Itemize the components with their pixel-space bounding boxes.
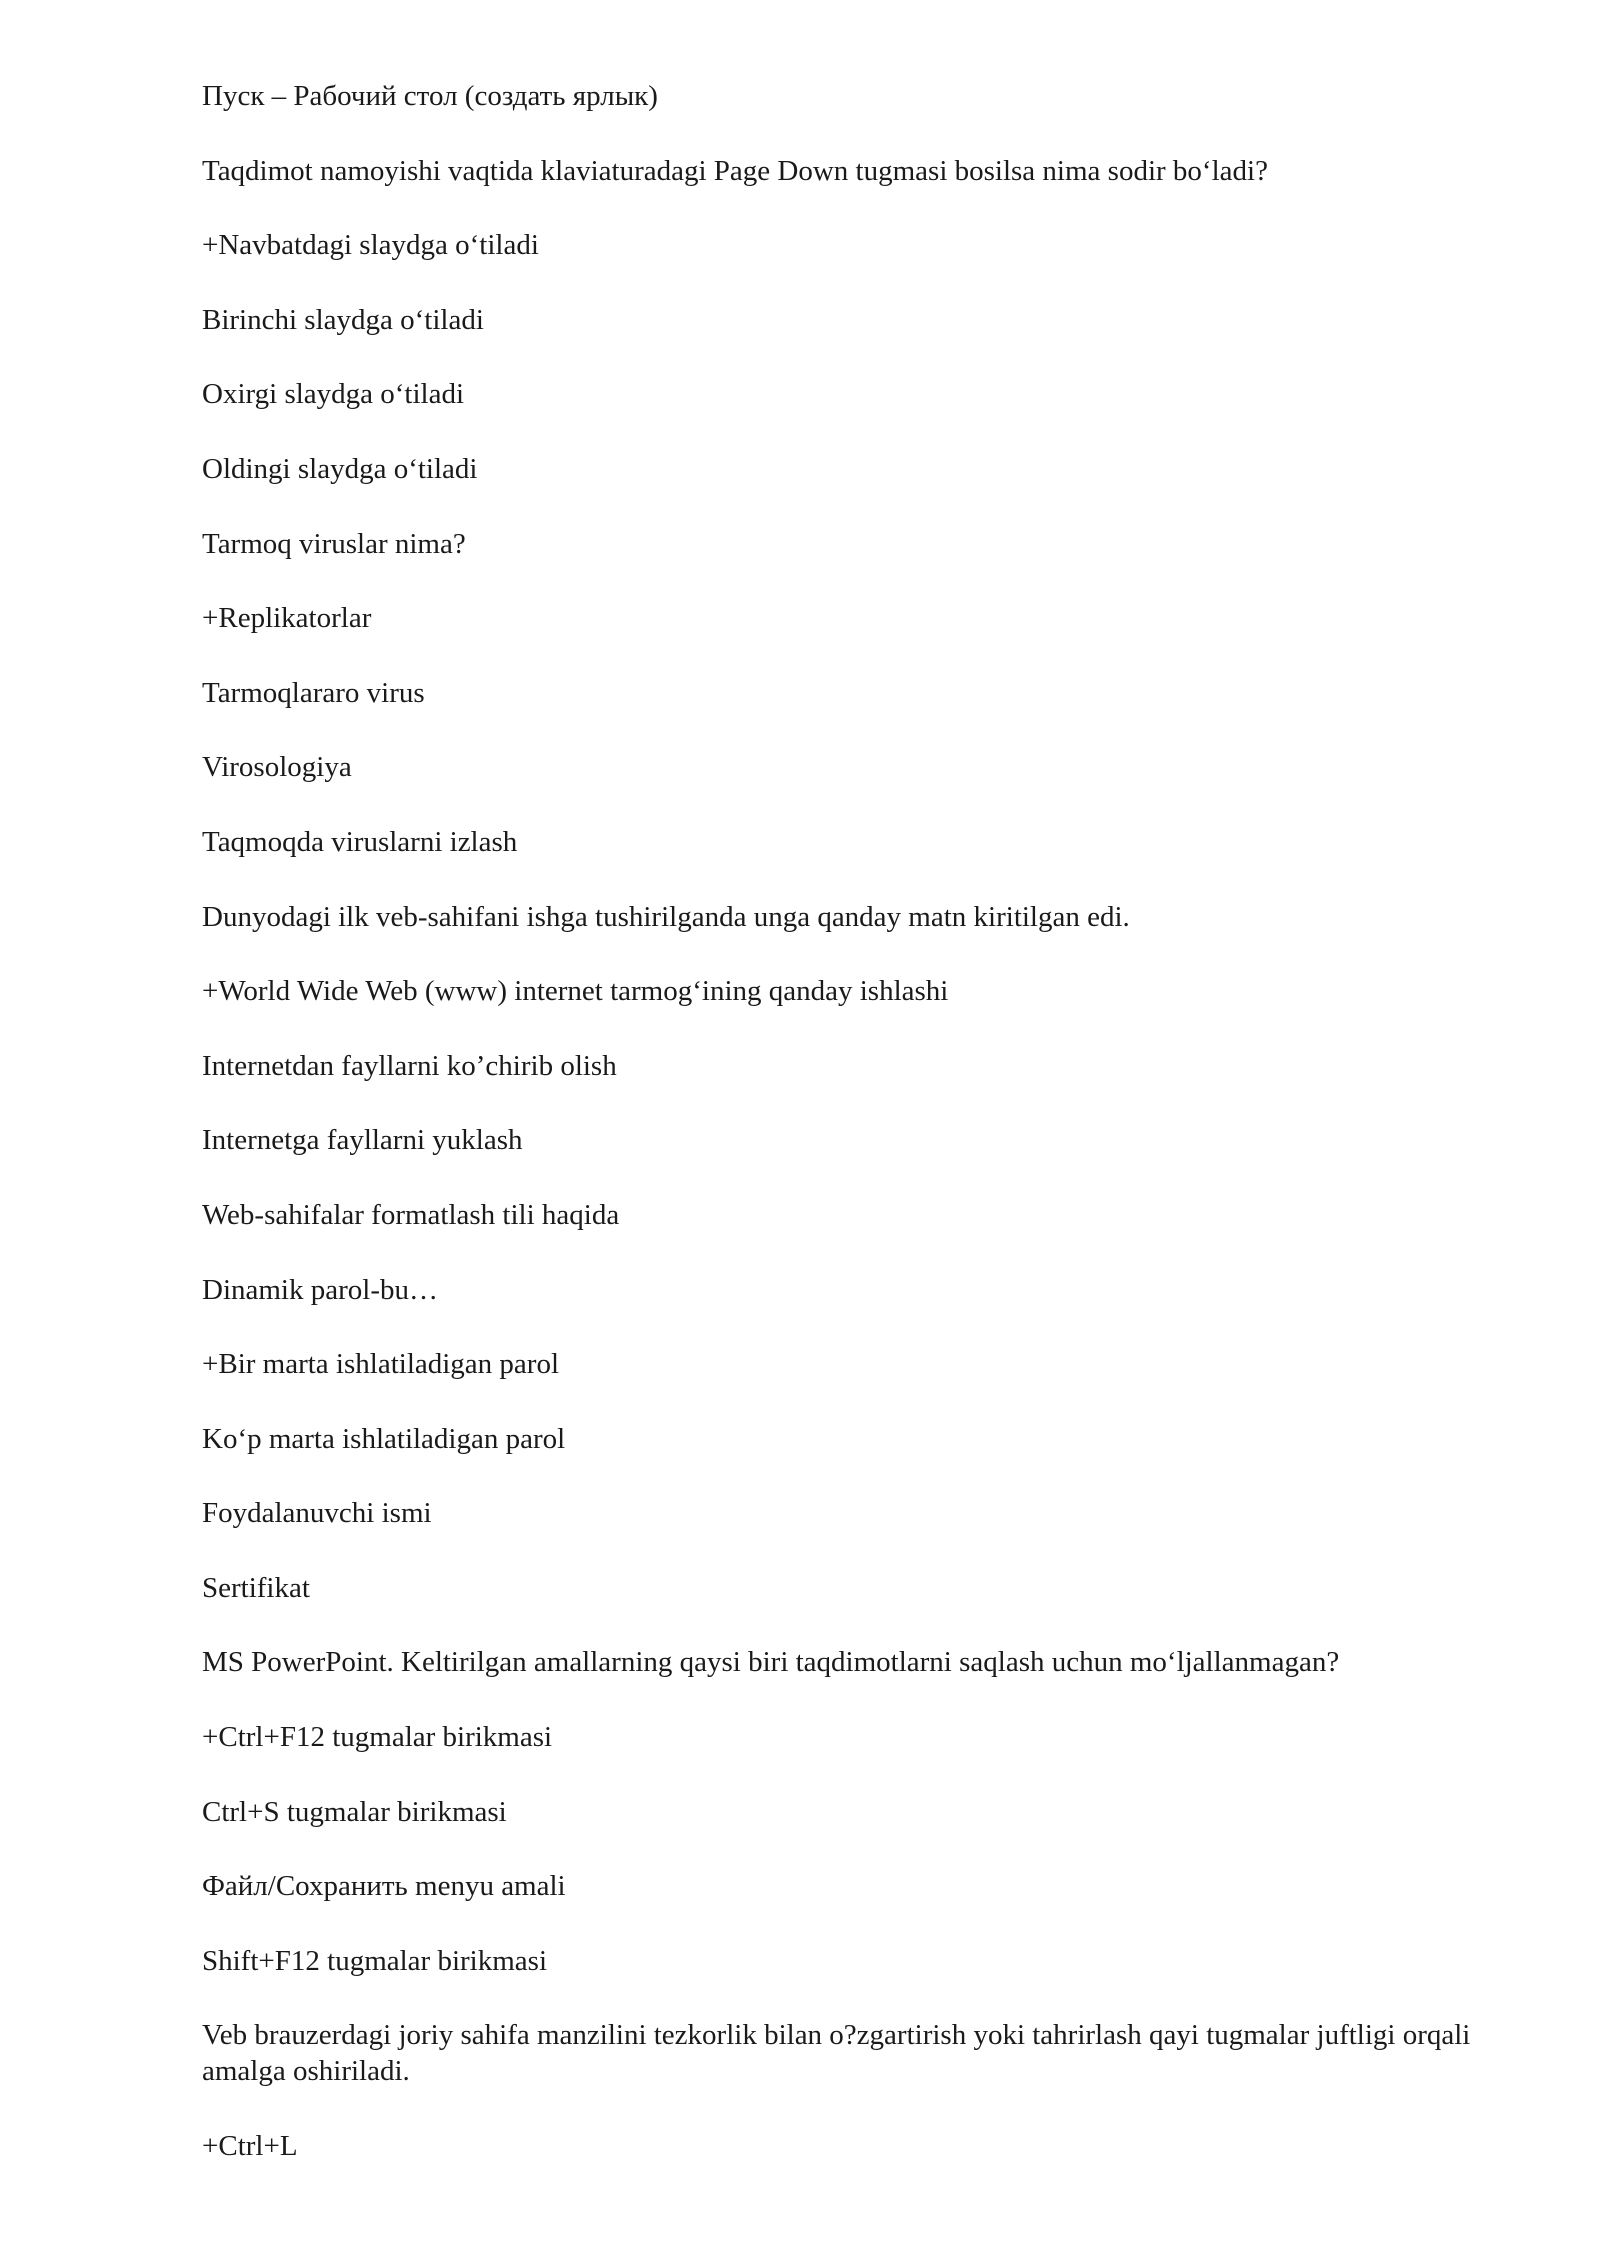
answer-option: Oxirgi slaydga oʻtiladi — [202, 378, 465, 411]
question-text: Dunyodagi ilk veb-sahifani ishga tushirilganda unga qanday matn kiritilgan edi. — [202, 900, 1130, 933]
text-line: Пуск – Рабочий стол (создать ярлык) — [202, 80, 658, 112]
answer-option: Koʻp marta ishlatiladigan parol — [202, 1422, 566, 1455]
answer-option: Shift+F12 tugmalar birikmasi — [202, 1944, 547, 1977]
answer-option: Web-sahifalar formatlash tili haqida — [202, 1198, 620, 1231]
answer-option: Oldingi slaydga oʻtiladi — [202, 452, 478, 485]
answer-option: Internetga fayllarni yuklash — [202, 1124, 523, 1157]
correct-answer: +Replikatorlar — [202, 602, 372, 635]
correct-answer: +World Wide Web (www) internet tarmogʻining qanday ishlashi — [202, 975, 949, 1008]
answer-option: Taqmoqda viruslarni izlash — [202, 825, 518, 858]
answer-option: Birinchi slaydga oʻtiladi — [202, 303, 484, 336]
correct-answer: +Bir marta ishlatiladigan parol — [202, 1348, 560, 1381]
answer-option: Virosologiya — [202, 751, 352, 784]
answer-option: Ctrl+S tugmalar birikmasi — [202, 1795, 507, 1828]
answer-option: Internetdan fayllarni ko’chirib olish — [202, 1049, 617, 1082]
answer-option: Файл/Сохранить menyu amali — [202, 1870, 566, 1903]
document-body — [202, 78, 1542, 2203]
answer-option: Tarmoqlararo virus — [202, 676, 425, 709]
question-text: Taqdimot namoyishi vaqtida klaviaturadagi Page Down tugmasi bosilsa nima sodir boʻladi? — [202, 154, 1268, 187]
answer-option: Sertifikat — [202, 1571, 310, 1604]
question-text: MS PowerPoint. Keltirilgan amallarning qaysi biri taqdimotlarni saqlash uchun moʻljallanmagan? — [202, 1646, 1340, 1679]
correct-answer: +Navbatdagi slaydga oʻtiladi — [202, 229, 539, 262]
correct-answer: +Ctrl+F12 tugmalar birikmasi — [202, 1721, 553, 1754]
question-text: Dinamik parol-bu… — [202, 1273, 438, 1306]
correct-answer: +Ctrl+L — [202, 2130, 298, 2163]
answer-option: Foydalanuvchi ismi — [202, 1497, 432, 1530]
question-text: Veb brauzerdagi joriy sahifa manzilini tezkorlik bilan o?zgartirish yoki tahrirlash qayi tugmalar juftligi orqali amalga oshiriladi. — [202, 2019, 1471, 2088]
question-text: Tarmoq viruslar nima? — [202, 527, 466, 560]
